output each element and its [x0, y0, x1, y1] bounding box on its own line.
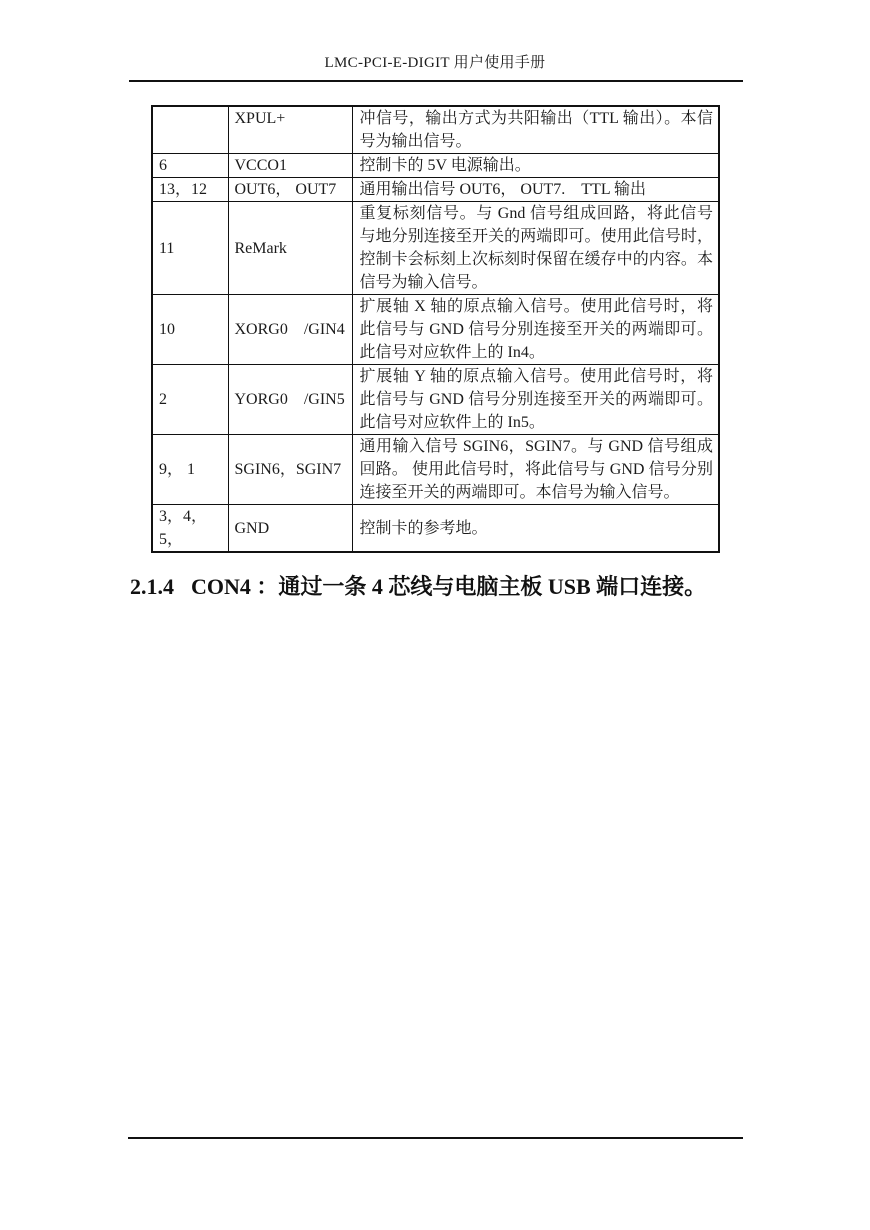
signal-cell: VCCO1 [228, 154, 352, 178]
description-cell: 扩展轴 Y 轴的原点输入信号。使用此信号时，将此信号与 GND 信号分别连接至开关的两端即可。此信号对应软件上的 In5。 [352, 365, 719, 435]
table-row [152, 202, 719, 295]
pin-cell: 10 [152, 295, 228, 365]
section-heading [130, 570, 706, 604]
signal-cell: XPUL+ [228, 106, 352, 154]
section-number: 2.1.4 [130, 574, 174, 599]
pin-cell: 9， 1 [152, 435, 228, 505]
signal-cell: ReMark [228, 202, 352, 295]
table-row [152, 365, 719, 435]
pin-cell: 6 [152, 154, 228, 178]
description-cell: 冲信号，输出方式为共阳输出（TTL 输出）。本信号为输出信号。 [352, 106, 719, 154]
description-cell: 控制卡的参考地。 [352, 505, 719, 553]
table-row [152, 154, 719, 178]
table-row [152, 106, 719, 154]
pin-cell: 3，4，5， [152, 505, 228, 553]
description-cell: 通用输入信号 SGIN6，SGIN7。与 GND 信号组成回路。 使用此信号时，将此信号与 GND 信号分别连接至开关的两端即可。本信号为输入信号。 [352, 435, 719, 505]
signal-cell: YORG0 /GIN5 [228, 365, 352, 435]
table-row [152, 178, 719, 202]
description-cell: 控制卡的 5V 电源输出。 [352, 154, 719, 178]
signal-cell: GND [228, 505, 352, 553]
table-row [152, 505, 719, 553]
signal-cell: SGIN6，SGIN7 [228, 435, 352, 505]
table-row [152, 435, 719, 505]
section-title: CON4 ：通过一条 4 芯线与电脑主板 USB 端口连接。 [191, 574, 707, 599]
header-rule [129, 80, 743, 82]
pin-cell: 13，12 [152, 178, 228, 202]
pin-cell [152, 106, 228, 154]
description-cell: 重复标刻信号。与 Gnd 信号组成回路，将此信号与地分别连接至开关的两端即可。使用此信号时，控制卡会标刻上次标刻时保留在缓存中的内容。本信号为输入信号。 [352, 202, 719, 295]
pin-cell: 11 [152, 202, 228, 295]
footer-rule [128, 1137, 743, 1139]
description-cell: 扩展轴 X 轴的原点输入信号。使用此信号时，将此信号与 GND 信号分别连接至开关的两端即可。此信号对应软件上的 In4。 [352, 295, 719, 365]
description-cell: 通用输出信号 OUT6， OUT7. TTL 输出 [352, 178, 719, 202]
signal-cell: XORG0 /GIN4 [228, 295, 352, 365]
running-header-title: LMC-PCI-E-DIGIT 用户使用手册 [324, 55, 546, 71]
pin-cell: 2 [152, 365, 228, 435]
table-row [152, 295, 719, 365]
signal-cell: OUT6， OUT7 [228, 178, 352, 202]
pin-description-table [151, 105, 720, 553]
